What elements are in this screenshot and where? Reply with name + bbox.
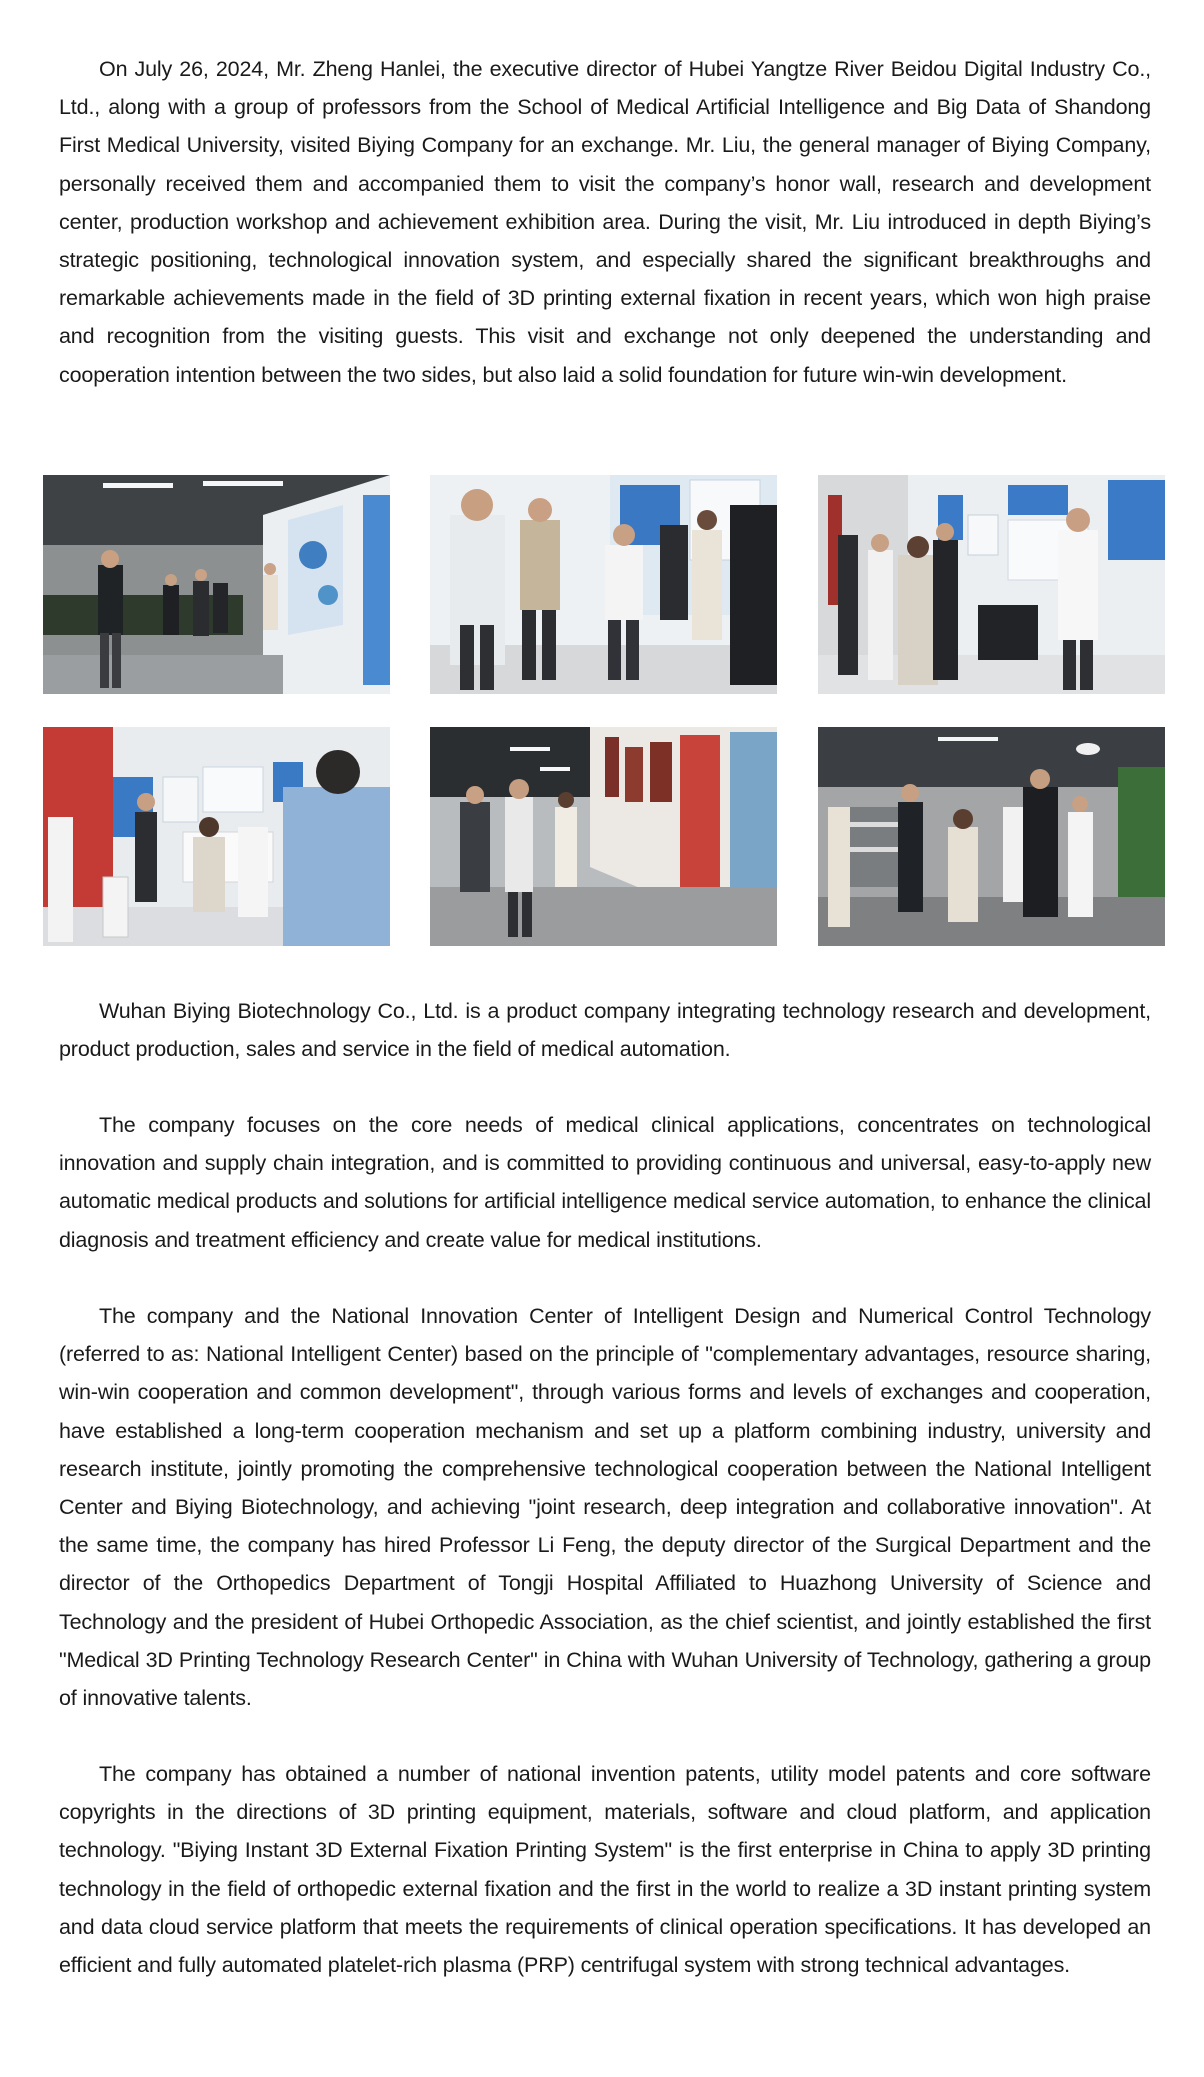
photo-office-corridor [43,475,390,694]
paragraph-text: The company has obtained a number of national invention patents, utility model patents and core software copyrights in the directions of 3D printing equipment, materials, software and cloud platform, and application technology. "Biying Instant 3D External Fixation Printing System" is the first enterprise in China to apply 3D printing technology in the field of orthopedic external fixation and the first in the world to realize a 3D instant printing system and data cloud service platform that meets the requirements of clinical operation specifications. It has developed an efficient and fully automated platelet-rich plasma (PRP) centrifugal system with strong technical advantages. [59,1762,1151,1978]
photo-production-workshop [818,727,1165,946]
photo-exhibition-wall [818,475,1165,694]
photo-honor-wall-corridor [430,727,777,946]
paragraph-company-focus [59,1106,1151,1259]
photo-group-discussion [430,475,777,694]
paragraph-company-intro [59,992,1151,1068]
paragraph-cooperation [59,1297,1151,1717]
photo-product-display [43,727,390,946]
paragraph-text: Wuhan Biying Biotechnology Co., Ltd. is a product company integrating technology research and development, product production, sales and service in the field of medical automation. [59,999,1151,1062]
paragraph-patents [59,1755,1151,1984]
paragraph-text: The company focuses on the core needs of medical clinical applications, concentrates on technological innovation and supply chain integration, and is committed to providing continuous and universal, easy-to-apply new automatic medical products and solutions for artificial intelligence medical service automation, to enhance the clinical diagnosis and treatment efficiency and create value for medical institutions. [59,1113,1151,1252]
paragraph-visit-summary [59,50,1151,394]
paragraph-text: The company and the National Innovation Center of Intelligent Design and Numerical Control Technology (referred to as: National Intelligent Center) based on the principle of "complementary advantages, resource sharing, win-win cooperation and common development", through various forms and levels of exchanges and cooperation, have established a long-term cooperation mechanism and set up a platform combining industry, university and research institute, jointly promoting the comprehensive technological cooperation between the National Intelligent Center and Biying Biotechnology, and achieving "joint research, deep integration and collaborative innovation". At the same time, the company has hired Professor Li Feng, the deputy director of the Surgical Department and the director of the Orthopedics Department of Tongji Hospital Affiliated to Huazhong University of Science and Technology and the president of Hubei Orthopedic Association, as the chief scientist, and jointly established the first "Medical 3D Printing Technology Research Center" in China with Wuhan University of Technology, gathering a group of innovative talents. [59,1304,1151,1711]
paragraph-text: On July 26, 2024, Mr. Zheng Hanlei, the executive director of Hubei Yangtze River Beidou Digital Industry Co., Ltd., along with a group of professors from the School of Medical Artificial Intelligence and Big Data of Shandong First Medical University, visited Biying Company for an exchange. Mr. Liu, the general manager of Biying Company, personally received them and accompanied them to visit the company’s honor wall, research and development center, production workshop and achievement exhibition area. During the visit, Mr. Liu introduced in depth Biying’s strategic positioning, technological innovation system, and especially shared the significant breakthroughs and remarkable achievements made in the field of 3D printing external fixation in recent years, which won high praise and recognition from the visiting guests. This visit and exchange not only deepened the understanding and cooperation intention between the two sides, but also laid a solid foundation for future win-win development. [59,57,1151,387]
